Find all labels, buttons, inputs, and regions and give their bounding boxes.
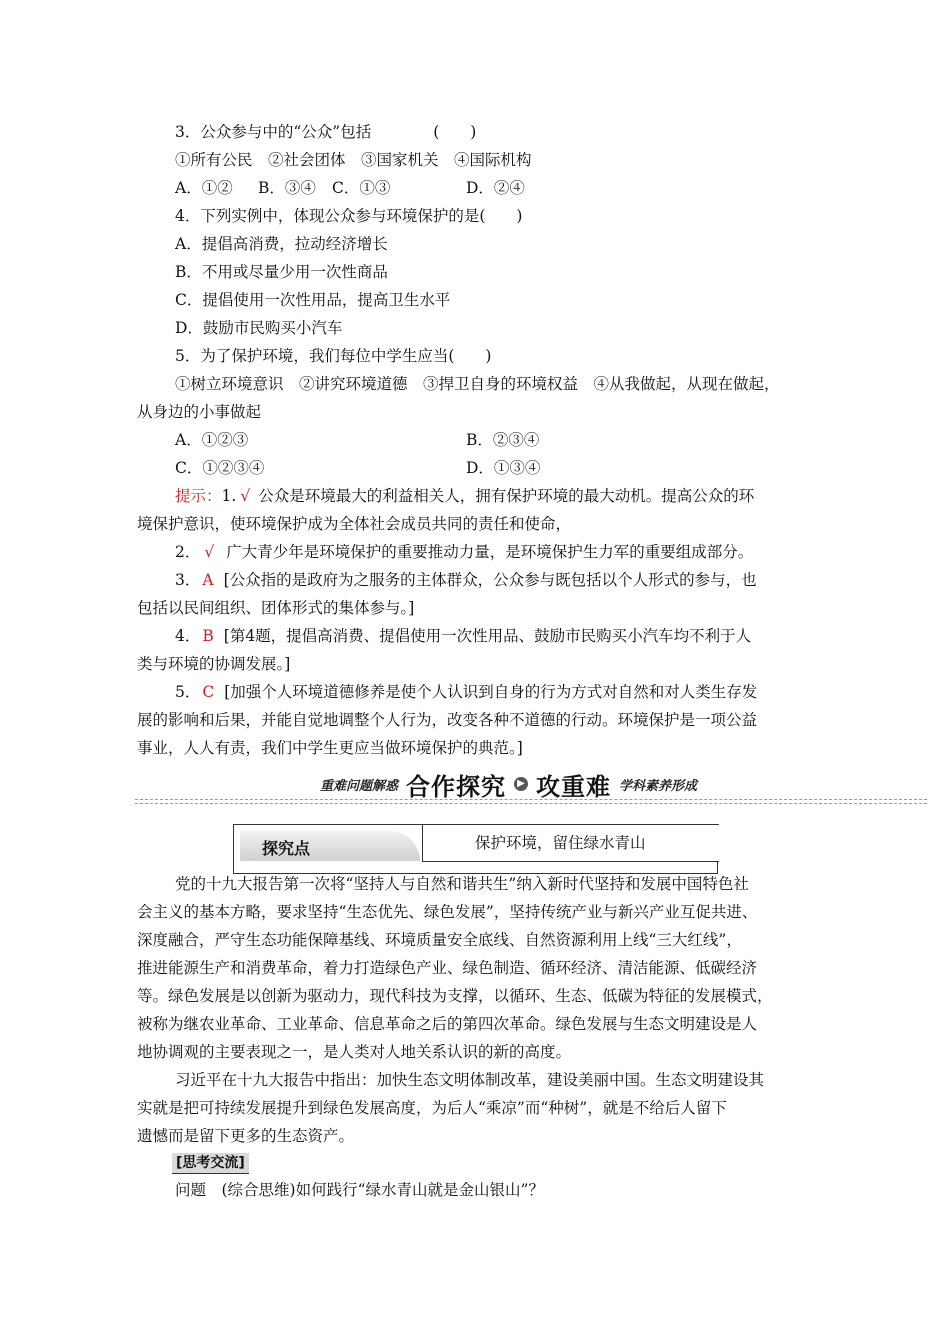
q4-option-b: B．不用或尽量少用一次性商品 [175,263,388,281]
passage-p1-line1: 党的十九大报告第一次将“坚持人与自然和谐共生”纳入新时代坚持和发展中国特色社 [175,875,749,893]
passage-p2-line1: 习近平在十九大报告中指出：加快生态文明体制改革，建设美丽中国。生态文明建设其 [175,1071,765,1089]
answer-3-line2: 包括以民间组织、团体形式的集体参与。] [137,599,415,617]
answer-5-line3: 事业，人人有责，我们中学生更应当做环境保护的典范。] [137,739,523,757]
q3-items: ①所有公民 ②社会团体 ③国家机关 ④国际机构 [175,151,532,169]
section-divider-lower [135,803,927,804]
answer-5-line2: 展的影响和后果，并能自觉地调整个人行为，改变各种不道德的行动。环境保护是一项公益 [137,711,758,729]
answer-1-number: 1. [221,487,237,505]
q3-option-b: B．③④ [258,179,316,197]
answer-2-text: 广大青少年是环境保护的重要推动力量，是环境保护生力军的重要组成部分。 [226,543,754,561]
explore-point-title: 保护环境，留住绿水青山 [475,834,646,852]
q5-option-b: B．②③④ [466,431,540,449]
q5-option-c: C．①②③④ [175,459,265,477]
band-arrow-icon: ▶ [514,777,528,791]
passage-p1-line4: 推进能源生产和消费革命，着力打造绿色产业、绿色制造、循环经济、清洁能源、低碳经济 [137,959,758,977]
passage-p1-line3: 深度融合，严守生态功能保障基线、环境质量安全底线、自然资源利用上线“三大红线”， [137,931,742,949]
q4-option-c: C．提倡使用一次性用品，提高卫生水平 [175,291,451,309]
answer-1-text: 公众是环境最大的利益相关人，拥有保护环境的最大动机。提高公众的环 [258,487,755,505]
answer-1-mark: √ [240,487,251,505]
answer-4-line1 [175,626,751,646]
hint-label: 提示： [175,487,222,505]
answer-2 [175,542,753,562]
q4-option-a: A．提倡高消费，拉动经济增长 [175,235,388,253]
answer-1-line2: 境保护意识，使环境保护成为全体社会成员共同的责任和使命， [137,515,572,533]
q3-option-a: A．①② [175,179,233,197]
answer-4-line2: 类与环境的协调发展。] [137,655,291,673]
section-band [320,770,698,801]
answer-4-text: [第4题，提倡高消费、提倡使用一次性用品、鼓励市民购买小汽车均不利于人 [223,627,752,645]
explore-point-tag [240,831,420,861]
band-right-label: 学科素养形成 [619,778,698,794]
q5-items-line2: 从身边的小事做起 [137,403,262,421]
answer-2-number: 2． [175,543,201,561]
q5-option-d: D．①③④ [466,459,541,477]
band-left-label: 重难问题解惑 [320,778,399,794]
answer-5-number: 5． [175,683,201,701]
passage-p2-line2: 实就是把可持续发展提升到绿色发展高度，为后人“乘凉”而“种树”，就是不给后人留下 [137,1099,727,1117]
q5-option-a: A．①②③ [175,431,249,449]
passage-p1-line6: 被称为继农业革命、工业革命、信息革命之后的第四次革命。绿色发展与生态文明建设是人 [137,1015,758,1033]
answer-2-mark: √ [204,543,215,561]
think-question: 问题 (综合思维)如何践行“绿水青山就是金山银山”？ [175,1181,544,1199]
passage-p1-line2: 会主义的基本方略，要求坚持“生态优先、绿色发展”，坚持传统产业与新兴产业互促共进、 [137,903,758,921]
answer-3-mark: A [202,571,214,589]
answer-4-mark: B [202,627,214,645]
answer-4-number: 4． [175,627,201,645]
answer-3-text: [公众指的是政府为之服务的主体群众，公众参与既包括以个人形式的参与，也 [223,571,757,589]
answer-5-text: [加强个人环境道德修养是使个人认识到自身的行为方式对自然和对人类生存发 [224,683,758,701]
q3-option-d: D．②④ [466,179,525,197]
band-title-right: 攻重难 [536,772,612,801]
passage-p1-line5: 等。绿色发展是以创新为驱动力，现代科技为支撑，以循环、生态、低碳为特征的发展模式， [137,987,773,1005]
q4-option-d: D．鼓励市民购买小汽车 [175,319,343,337]
passage-p2-line3: 遗憾而是留下更多的生态资产。 [137,1127,355,1145]
q5-items-line1: ①树立环境意识 ②讲究环境道德 ③捍卫自身的环境权益 ④从我做起，从现在做起， [175,375,780,393]
answer-5-line1 [175,682,757,702]
think-exchange-tag: [思考交流] [172,1153,249,1174]
answer-1-line1 [175,486,754,506]
answer-3-number: 3． [175,571,201,589]
q5-stem: 5．为了保护环境，我们每位中学生应当( ) [175,347,492,365]
q4-stem: 4．下列实例中，体现公众参与环境保护的是( ) [175,207,523,225]
q3-option-c: C．①③ [332,179,391,197]
answer-3-line1 [175,570,757,590]
explore-point-label: 探究点 [262,839,311,858]
band-title-left: 合作探究 [406,772,507,801]
section-divider [135,799,927,800]
q3-stem: 3．公众参与中的“公众”包括 ( ) [175,123,477,141]
answer-5-mark: C [202,683,215,701]
passage-p1-line7: 地协调观的主要表现之一，是人类对人地关系认识的新的高度。 [137,1043,572,1061]
